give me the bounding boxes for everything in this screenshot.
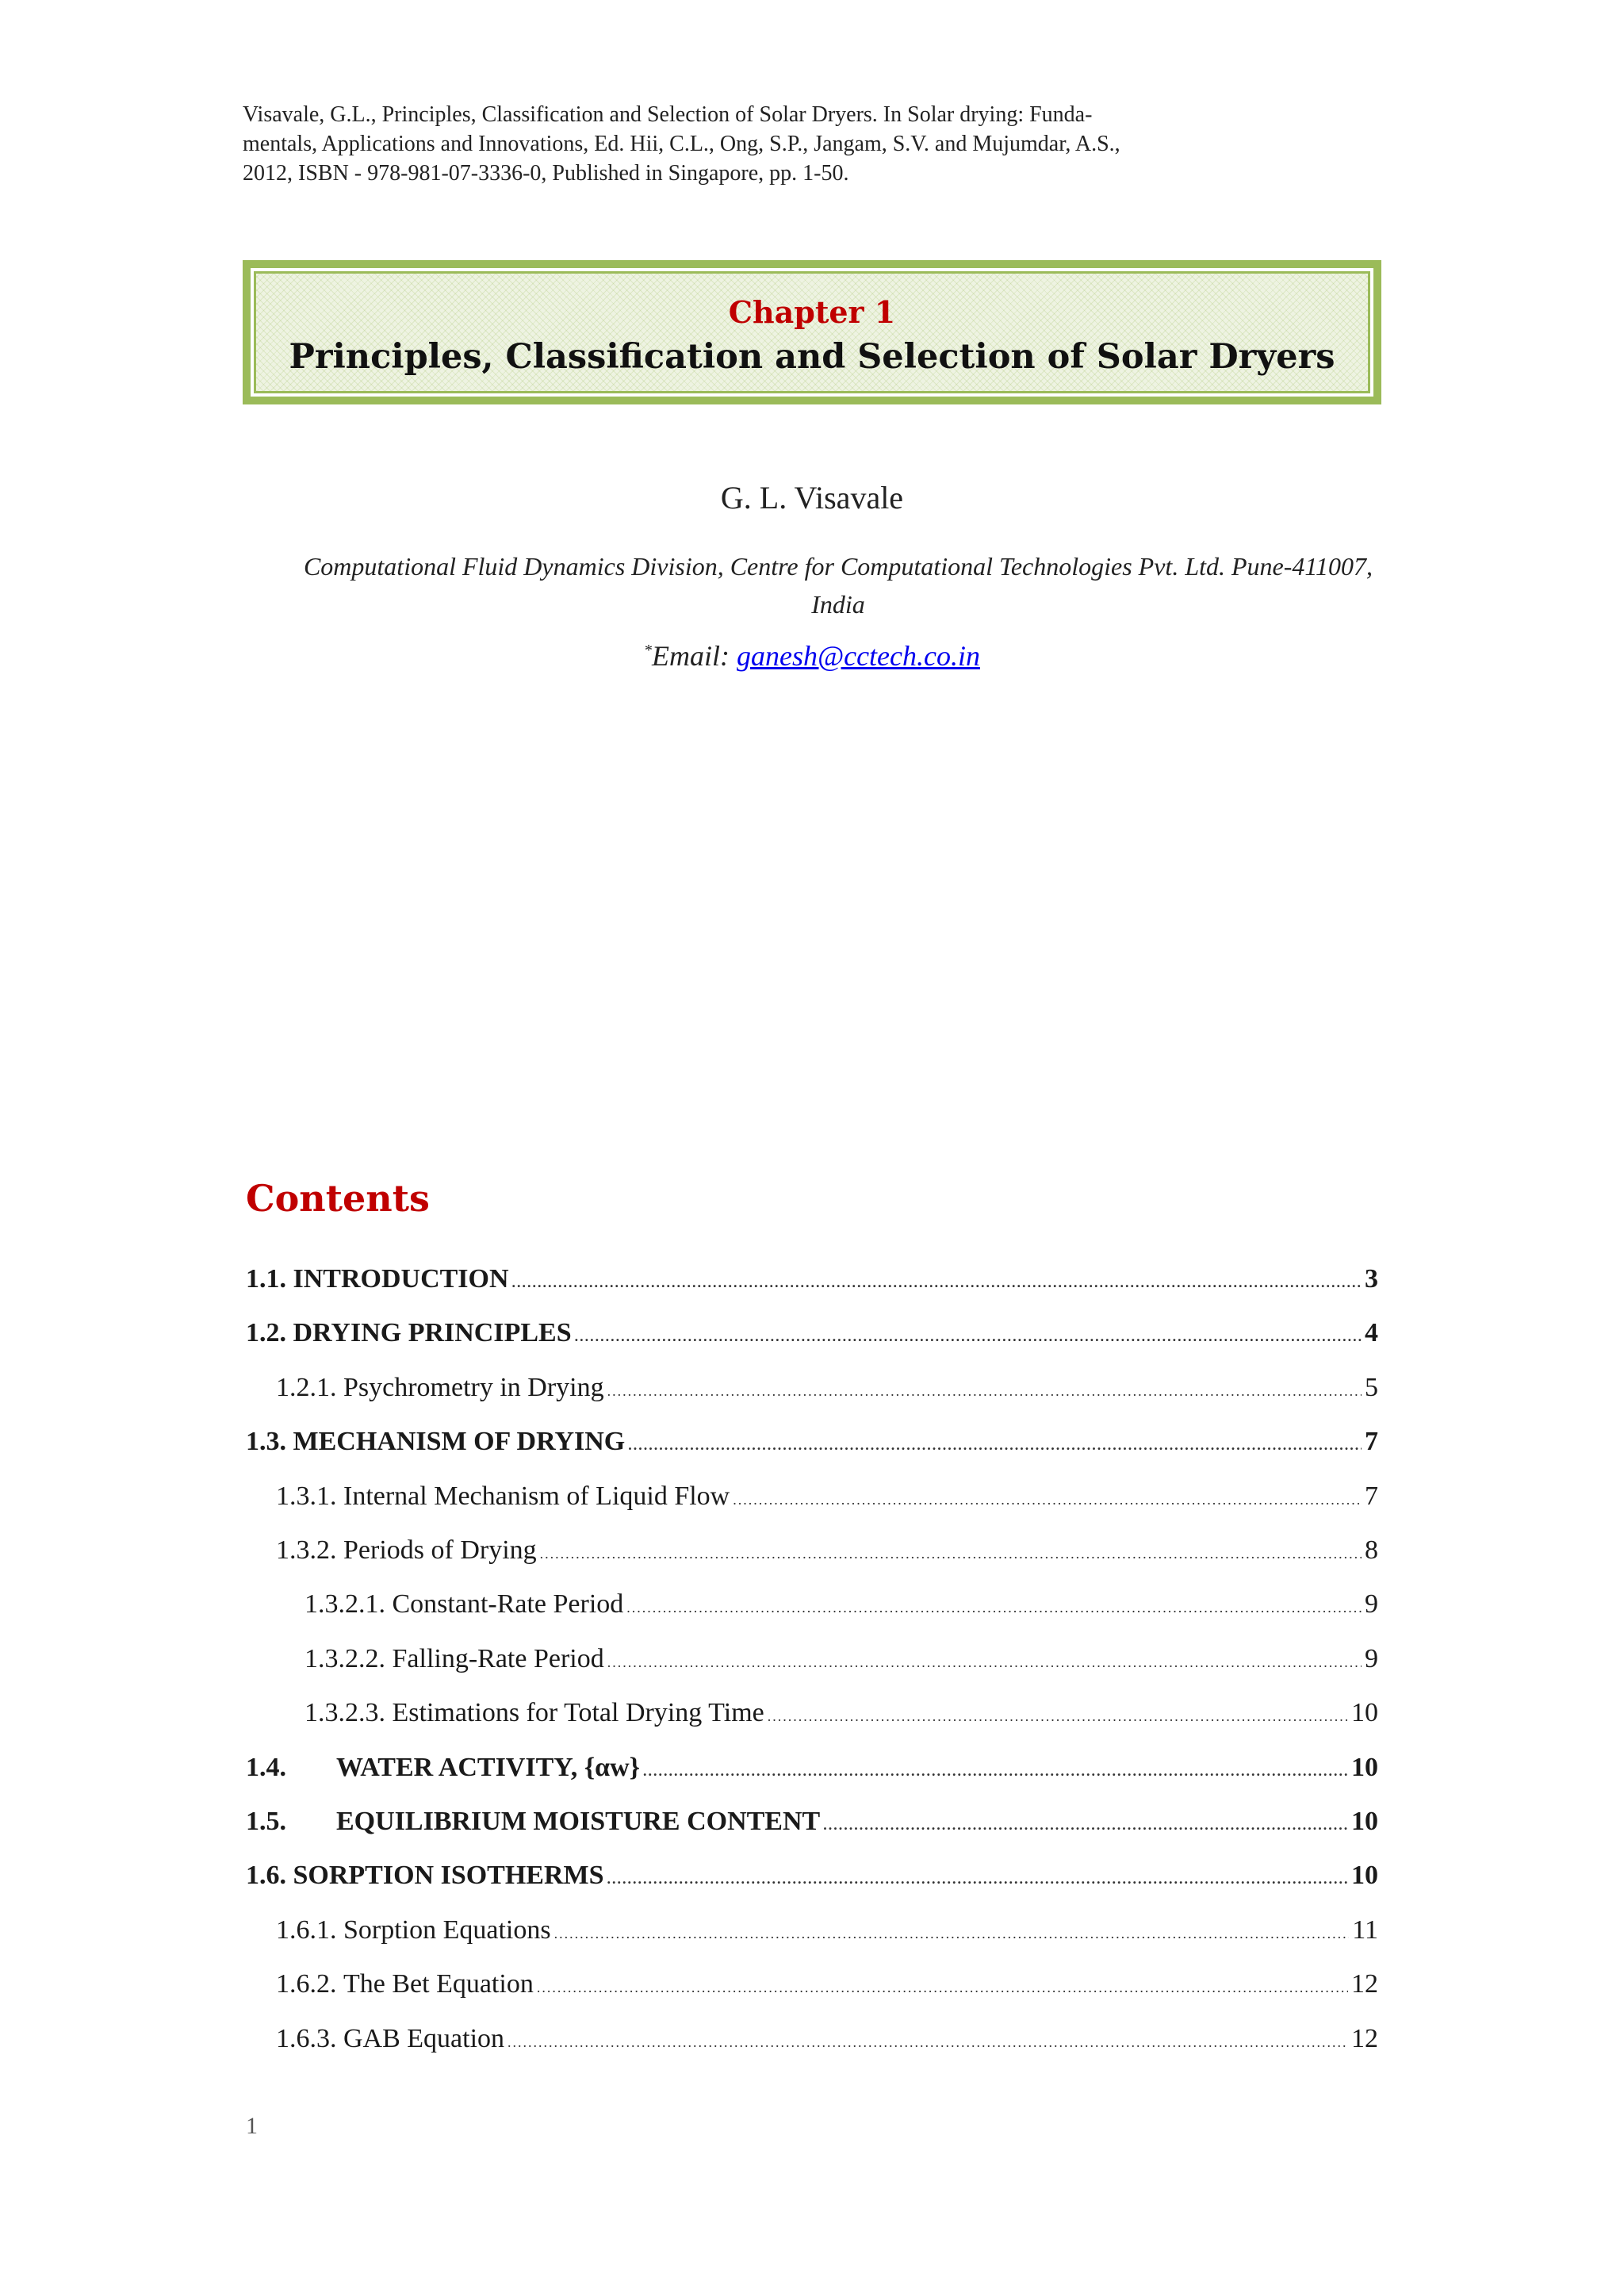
- toc-entry-number: 1.6.2.: [276, 1969, 337, 1999]
- toc-entry[interactable]: [276, 1481, 1378, 1521]
- toc-entry-title: The Bet Equation: [343, 1969, 534, 1999]
- toc-entry-title: SORPTION ISOTHERMS: [293, 1861, 604, 1891]
- toc-leader-dots: [733, 1492, 1362, 1508]
- toc-entry-page: 5: [1365, 1372, 1378, 1402]
- toc-entry-title: WATER ACTIVITY, {αw}: [336, 1752, 641, 1782]
- toc-entry-spacer: [286, 1264, 293, 1294]
- toc-entry-page: 7: [1365, 1481, 1378, 1511]
- toc-entry-spacer: [385, 1589, 393, 1619]
- toc-entry-page: 10: [1351, 1807, 1378, 1836]
- toc-entry-spacer: [286, 1861, 293, 1891]
- toc-entry-number: 1.3.2.2.: [304, 1643, 385, 1673]
- toc-entry[interactable]: [276, 2024, 1378, 2064]
- toc-entry-spacer: [337, 1481, 344, 1512]
- toc-entry[interactable]: [246, 1861, 1378, 1900]
- toc-entry-page: 7: [1365, 1427, 1378, 1457]
- toc-entry[interactable]: [246, 1264, 1378, 1304]
- toc-entry-page: 3: [1365, 1264, 1378, 1294]
- toc-entry-page: 8: [1365, 1535, 1378, 1565]
- toc-entry-title: DRYING PRINCIPLES: [293, 1318, 572, 1348]
- toc-entry-spacer: [337, 1915, 344, 1945]
- toc-entry-page: 12: [1351, 2023, 1378, 2053]
- toc-entry-spacer: [385, 1698, 393, 1728]
- toc-entry-number: 1.3.2.: [276, 1535, 337, 1565]
- toc-leader-dots: [607, 1871, 1348, 1888]
- toc-entry-title: Sorption Equations: [343, 1915, 551, 1945]
- toc-entry-spacer: [337, 1373, 344, 1403]
- toc-entry-page: 11: [1352, 1915, 1378, 1945]
- toc-entry-title: GAB Equation: [343, 2023, 505, 2053]
- toc-entry-page: 4: [1365, 1318, 1378, 1348]
- toc-leader-dots: [540, 1546, 1362, 1562]
- author-affiliation: Computational Fluid Dynamics Division, Centre for Computational Technologies Pvt. Ltd. Pune-411007, India: [303, 552, 1373, 619]
- toc-entry[interactable]: [304, 1589, 1378, 1629]
- toc-leader-dots: [512, 1274, 1362, 1291]
- toc-entry-number: 1.5.: [246, 1807, 286, 1836]
- citation-line-3: 2012, ISBN - 978-981-07-3336-0, Published in Singapore, pp. 1-50.: [243, 161, 849, 186]
- citation-line-1: Visavale, G.L., Principles, Classification and Selection of Solar Dryers. In Solar drying: Funda-: [243, 102, 1093, 127]
- email-link[interactable]: ganesh@cctech.co.in: [736, 640, 980, 672]
- toc-entry-title: Periods of Drying: [343, 1535, 537, 1565]
- toc-entry-number: 1.2.: [246, 1318, 286, 1348]
- toc-entry[interactable]: [246, 1807, 1378, 1846]
- toc-entry-page: 10: [1351, 1752, 1378, 1782]
- citation-line-2: mentals, Applications and Innovations, Ed. Hii, C.L., Ong, S.P., Jangam, S.V. and Mujumdar, A.S.,: [243, 132, 1120, 156]
- toc-entry-spacer: [337, 1969, 344, 1999]
- chapter-title: Principles, Classification and Selection of Solar Dryers: [289, 337, 1335, 377]
- toc-entry-title: EQUILIBRIUM MOISTURE CONTENT: [336, 1807, 821, 1836]
- toc-leader-dots: [508, 2034, 1348, 2051]
- toc-entry-number: 1.3.2.1.: [304, 1589, 385, 1619]
- email-label: Email:: [652, 640, 737, 672]
- toc-entry-spacer: [286, 1318, 293, 1348]
- toc-entry[interactable]: [246, 1753, 1378, 1792]
- chapter-label: Chapter 1: [728, 294, 896, 330]
- toc-entry[interactable]: [276, 1535, 1378, 1575]
- page-number: 1: [246, 2113, 258, 2139]
- toc-entry-title: Constant-Rate Period: [392, 1589, 624, 1619]
- chapter-title-box: [243, 260, 1381, 404]
- toc-leader-dots: [575, 1328, 1362, 1345]
- toc-entry-title: Falling-Rate Period: [392, 1643, 604, 1673]
- toc-entry[interactable]: [304, 1698, 1378, 1738]
- toc-entry-title: Internal Mechanism of Liquid Flow: [343, 1481, 730, 1511]
- toc-entry-number: 1.3.2.3.: [304, 1698, 385, 1728]
- toc-entry-page: 12: [1351, 1969, 1378, 1999]
- toc-entry-title: MECHANISM OF DRYING: [293, 1427, 626, 1457]
- toc-entry[interactable]: [276, 1915, 1378, 1955]
- toc-entry[interactable]: [246, 1427, 1378, 1466]
- toc-entry[interactable]: [304, 1644, 1378, 1684]
- toc-entry-page: 10: [1351, 1861, 1378, 1891]
- toc-leader-dots: [607, 1383, 1362, 1400]
- toc-entry-page: 9: [1365, 1589, 1378, 1619]
- toc-entry-number: 1.6.: [246, 1861, 286, 1891]
- toc-entry[interactable]: [276, 1969, 1378, 2009]
- toc-entry-title: Psychrometry in Drying: [343, 1372, 604, 1402]
- toc-entry[interactable]: [246, 1318, 1378, 1358]
- contents-heading: Contents: [246, 1177, 430, 1220]
- toc-entry-number: 1.3.: [246, 1427, 286, 1457]
- toc-leader-dots: [554, 1926, 1350, 1942]
- toc-leader-dots: [628, 1437, 1362, 1454]
- toc-leader-dots: [537, 1980, 1348, 1996]
- chapter-title-box-inner: [254, 271, 1370, 393]
- toc-leader-dots: [607, 1654, 1362, 1671]
- toc-leader-dots: [643, 1763, 1348, 1780]
- toc-entry-page: 10: [1351, 1698, 1378, 1728]
- toc-leader-dots: [768, 1708, 1348, 1725]
- toc-entry[interactable]: [276, 1373, 1378, 1412]
- author-email-line: [0, 639, 1624, 673]
- toc-entry-number: 1.6.1.: [276, 1915, 337, 1945]
- toc-entry-number: 1.6.3.: [276, 2023, 337, 2053]
- toc-entry-page: 9: [1365, 1643, 1378, 1673]
- toc-entry-number: 1.1.: [246, 1264, 286, 1294]
- citation-block: [243, 100, 1258, 188]
- toc-entry-spacer: [286, 1427, 293, 1457]
- toc-leader-dots: [823, 1817, 1348, 1834]
- toc-entry-number: 1.2.1.: [276, 1372, 337, 1402]
- author-name: G. L. Visavale: [720, 480, 904, 516]
- email-marker: *: [644, 642, 652, 659]
- toc-entry-spacer: [337, 1535, 344, 1566]
- toc-entry-spacer: [385, 1644, 393, 1674]
- toc-entry-spacer: [337, 2024, 344, 2054]
- toc-entry-title: Estimations for Total Drying Time: [392, 1698, 764, 1728]
- toc-entry-title: INTRODUCTION: [293, 1264, 509, 1294]
- toc-entry-number: 1.3.1.: [276, 1481, 337, 1511]
- toc-leader-dots: [626, 1600, 1362, 1616]
- toc-entry-number: 1.4.: [246, 1752, 286, 1782]
